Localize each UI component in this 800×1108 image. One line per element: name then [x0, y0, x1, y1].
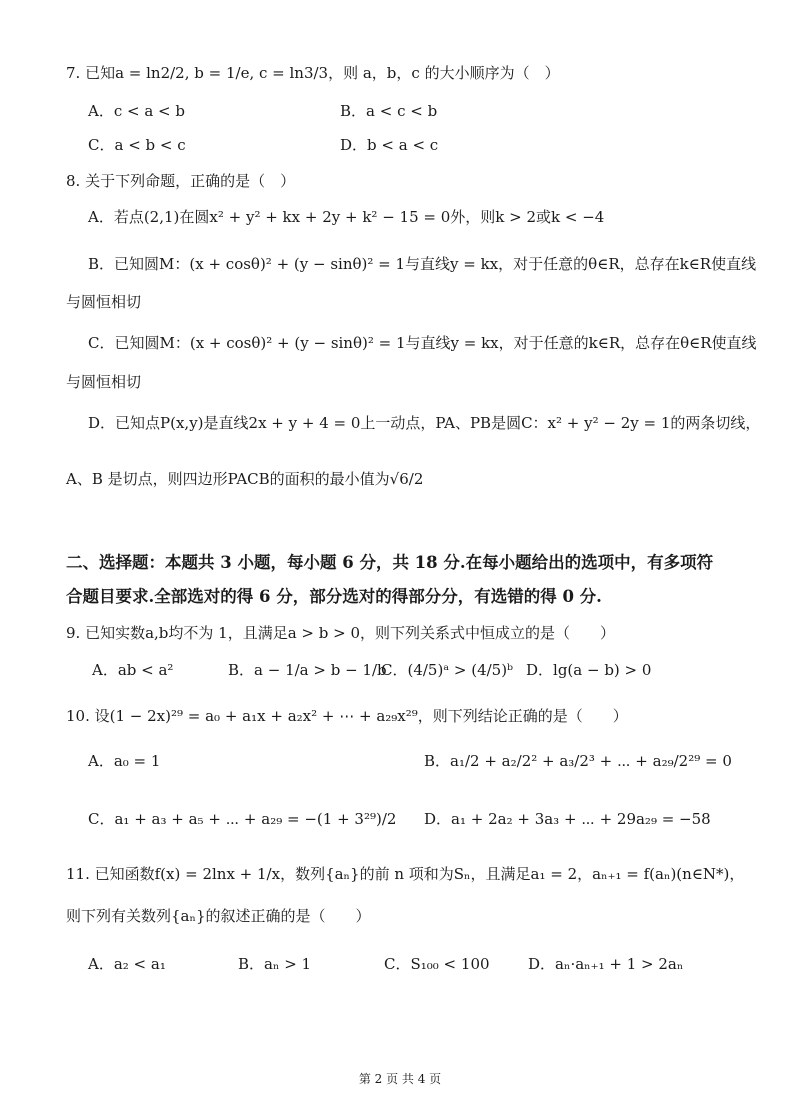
q11-option-b: B．aₙ > 1: [238, 955, 312, 973]
q9-option-c: C．(4/5)ᵃ > (4/5)ᵇ: [381, 661, 514, 679]
q10-option-a: A．a₀ = 1: [88, 752, 161, 770]
q8-stem: 8. 关于下列命题，正确的是（ ）: [66, 172, 296, 190]
q11-option-c: C．S₁₀₀ < 100: [384, 955, 490, 973]
q10-stem: 10. 设(1 − 2x)²⁹ = a₀ + a₁x + a₂x² + ⋯ + a₂₉x²⁹，则下列结论正确的是（ ）: [66, 707, 628, 725]
q8-option-b-line1: B．已知圆M：(x + cosθ)² + (y − sinθ)² = 1与直线y = kx，对于任意的θ∈R，总存在k∈R使直线: [88, 255, 757, 273]
q8-option-b-line2: 与圆恒相切: [66, 293, 142, 311]
q8-option-d-line2: A、B 是切点，则四边形PACB的面积的最小值为√6/2: [66, 470, 424, 488]
q11-stem-line2: 则下列有关数列{aₙ}的叙述正确的是（ ）: [66, 907, 371, 925]
q7-option-a: A．c < a < b: [88, 102, 185, 120]
q8-option-d-line1: D．已知点P(x,y)是直线2x + y + 4 = 0上一动点，PA、PB是圆C：x² + y² − 2y = 1的两条切线，: [88, 414, 761, 432]
q11-option-a: A．a₂ < a₁: [88, 955, 166, 973]
q10-option-d: D．a₁ + 2a₂ + 3a₃ + ⋯ + 29a₂₉ = −58: [424, 810, 711, 828]
q9-option-a: A．ab < a²: [92, 661, 174, 679]
q8-option-a: A．若点(2,1)在圆x² + y² + kx + 2y + k² − 15 = 0外，则k > 2或k < −4: [88, 208, 605, 226]
q10-option-b: B．a₁/2 + a₂/2² + a₃/2³ + ⋯ + a₂₉/2²⁹ = 0: [424, 752, 732, 770]
q9-stem: 9. 已知实数a,b均不为 1，且满足a > b > 0，则下列关系式中恒成立的是（ ）: [66, 624, 616, 642]
q9-option-b: B．a − 1/a > b − 1/b: [228, 661, 387, 679]
q9-option-d: D．lg(a − b) > 0: [526, 661, 652, 679]
page-footer: 第 2 页 共 4 页: [358, 1072, 442, 1086]
q7-option-d: D．b < a < c: [340, 136, 439, 154]
q8-option-c-line1: C．已知圆M：(x + cosθ)² + (y − sinθ)² = 1与直线y = kx，对于任意的k∈R，总存在θ∈R使直线: [88, 334, 757, 352]
section-2-heading-line1: 二、选择题：本题共 3 小题，每小题 6 分，共 18 分.在每小题给出的选项中，有多项符: [66, 553, 714, 572]
q11-option-d: D．aₙ·aₙ₊₁ + 1 > 2aₙ: [528, 955, 684, 973]
q8-option-c-line2: 与圆恒相切: [66, 373, 142, 391]
q7-option-b: B．a < c < b: [340, 102, 438, 120]
q11-stem-line1: 11. 已知函数f(x) = 2lnx + 1/x，数列{aₙ}的前 n 项和为Sₙ，且满足a₁ = 2，aₙ₊₁ = f(aₙ)(n∈N*)，: [66, 865, 745, 883]
q10-option-c: C．a₁ + a₃ + a₅ + ⋯ + a₂₉ = −(1 + 3²⁹)/2: [88, 810, 397, 828]
q7-option-c: C．a < b < c: [88, 136, 186, 154]
section-2-heading-line2: 合题目要求.全部选对的得 6 分，部分选对的得部分分，有选错的得 0 分.: [66, 587, 602, 606]
q7-stem: 7. 已知a = ln2/2, b = 1/e, c = ln3/3，则 a，b，c 的大小顺序为（ ）: [66, 64, 560, 82]
